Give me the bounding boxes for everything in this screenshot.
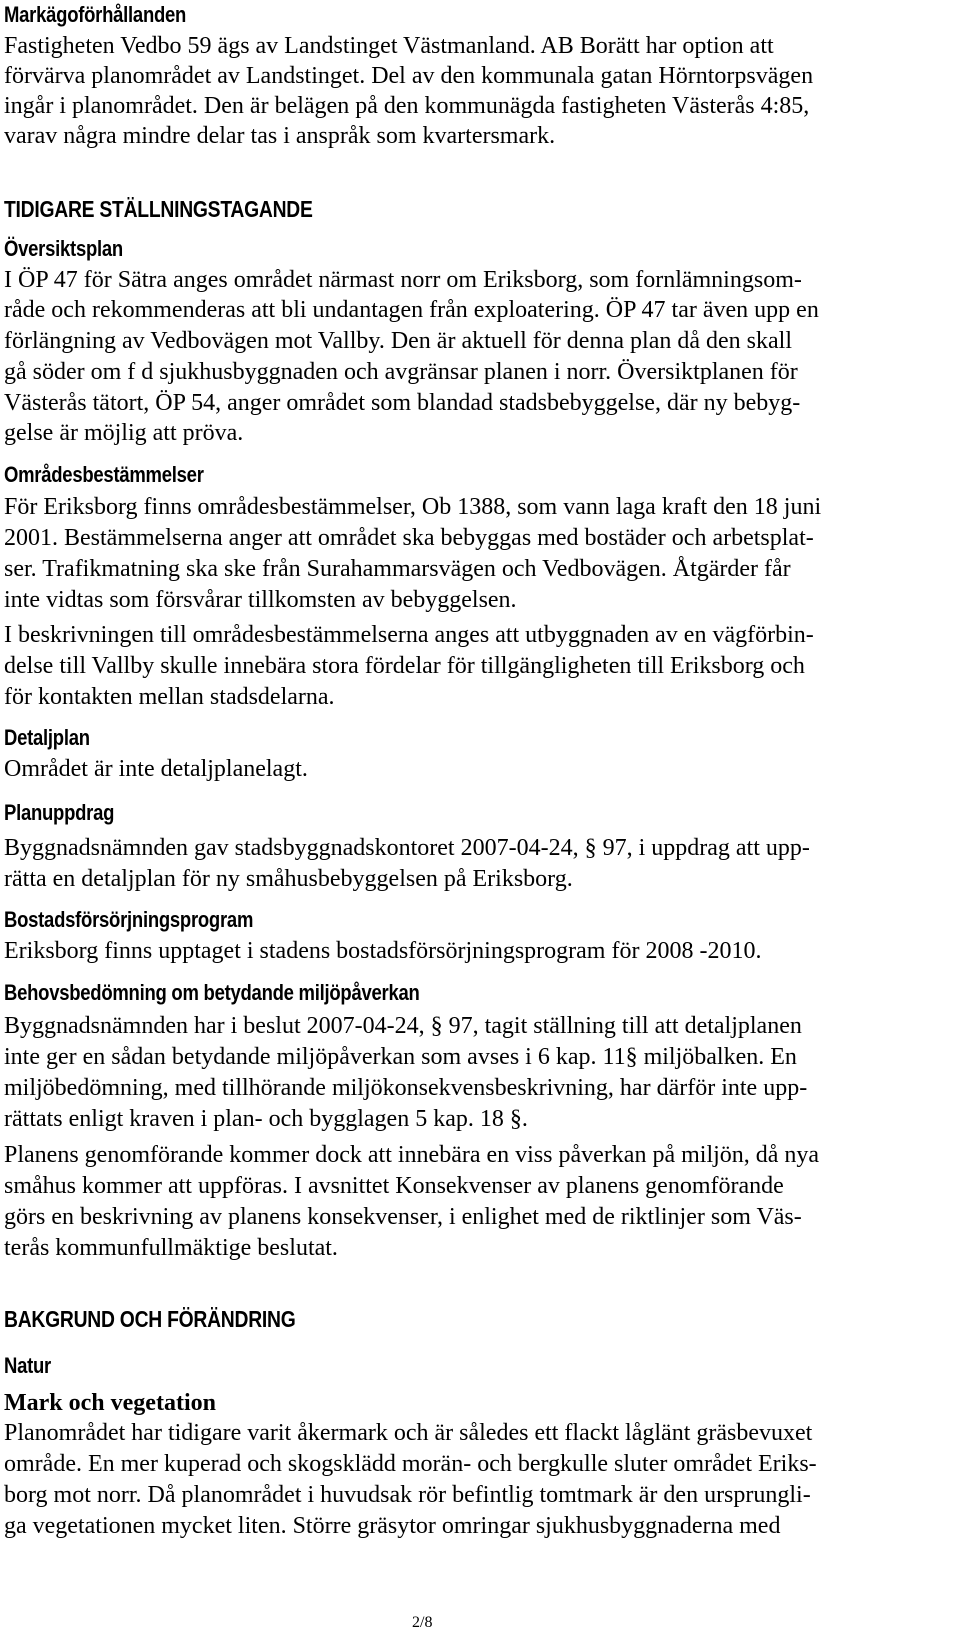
text-line: terås kommunfullmäktige beslutat.: [4, 1235, 338, 1261]
text-line: Byggnadsnämnden har i beslut 2007-04-24, § 97, tagit ställning till att detaljplanen: [4, 1013, 802, 1039]
text-line: varav några mindre delar tas i anspråk som kvartersmark.: [4, 123, 556, 149]
text-line: förvärva planområdet av Landstinget. Del av den kommunala gatan Hörntorpsvägen: [4, 63, 814, 89]
text-line: inte vidtas som försvårar tillkomsten av bebyggelsen.: [4, 587, 517, 613]
text-line: ser. Trafikmatning ska ske från Surahammarsvägen och Vedbovägen. Åtgärder får: [4, 556, 791, 582]
text-line: borg mot norr. Då planområdet i huvudsak rör befintlig tomtmark är den ursprungli-: [4, 1482, 811, 1508]
text-line: Området är inte detaljplanelagt.: [4, 756, 308, 782]
text-line: delse till Vallby skulle innebära stora fördelar för tillgängligheten till Eriksborg och: [4, 653, 805, 679]
text-line: Eriksborg finns upptaget i stadens bostadsförsörjningsprogram för 2008 -2010.: [4, 938, 762, 964]
heading-oversiktsplan: Översiktsplan: [4, 236, 123, 261]
text-line: råde och rekommenderas att bli undantagen från exploatering. ÖP 47 tar även upp en: [4, 297, 819, 323]
heading-behovsbedomning: Behovsbedömning om betydande miljöpåverkan: [4, 980, 420, 1005]
text-line: förlängning av Vedbovägen mot Vallby. Den är aktuell för denna plan då den skall: [4, 328, 793, 354]
heading-markagoforhallanden: Markägoförhållanden: [4, 2, 187, 27]
text-line: gå söder om f d sjukhusbyggnaden och avgränsar planen i norr. Översiktplanen för: [4, 359, 798, 385]
text-line: ingår i planområdet. Den är belägen på den kommunägda fastigheten Västerås 4:85,: [4, 93, 810, 119]
text-line: inte ger en sådan betydande miljöpåverkan som avses i 6 kap. 11§ miljöbalken. En: [4, 1044, 797, 1070]
text-line: görs en beskrivning av planens konsekvenser, i enlighet med de riktlinjer som Väs-: [4, 1204, 802, 1230]
page-number: 2/8: [412, 1614, 433, 1631]
heading-mark-och-vegetation: Mark och vegetation: [4, 1390, 216, 1416]
text-line: Fastigheten Vedbo 59 ägs av Landstinget Västmanland. AB Borätt har option att: [4, 33, 774, 59]
text-line: I ÖP 47 för Sätra anges området närmast norr om Eriksborg, som fornlämningsom-: [4, 267, 802, 293]
text-line: Planens genomförande kommer dock att innebära en viss påverkan på miljön, då nya: [4, 1142, 820, 1168]
text-line: I beskrivningen till områdesbestämmelserna anges att utbyggnaden av en vägförbin-: [4, 622, 814, 648]
text-line: miljöbedömning, med tillhörande miljökonsekvensbeskrivning, har därför inte upp-: [4, 1075, 808, 1101]
heading-bostadsforsorjningsprogram: Bostadsförsörjningsprogram: [4, 907, 254, 932]
text-line: område. En mer kuperad och skogsklädd morän- och bergkulle sluter området Eriks-: [4, 1451, 817, 1477]
text-line: gelse är möjlig att pröva.: [4, 420, 244, 446]
text-line: Västerås tätort, ÖP 54, anger området som blandad stadsbebyggelse, där ny bebyg-: [4, 390, 801, 416]
text-line: 2001. Bestämmelserna anger att området ska bebyggas med bostäder och arbetsplat-: [4, 525, 814, 551]
heading-omradesbestammelser: Områdesbestämmelser: [4, 462, 204, 487]
text-line: rättats enligt kraven i plan- och bygglagen 5 kap. 18 §.: [4, 1106, 528, 1132]
heading-natur: Natur: [4, 1353, 52, 1378]
text-line: ga vegetationen mycket liten. Större gräsytor omringar sjukhusbyggnaderna med: [4, 1513, 781, 1539]
text-line: rätta en detaljplan för ny småhusbebyggelsen på Eriksborg.: [4, 866, 573, 892]
text-line: för kontakten mellan stadsdelarna.: [4, 684, 335, 710]
heading-planuppdrag: Planuppdrag: [4, 800, 115, 825]
heading-bakgrund-och-forandring: BAKGRUND OCH FÖRÄNDRING: [4, 1306, 296, 1332]
text-line: Planområdet har tidigare varit åkermark och är således ett flackt låglänt gräsbevuxet: [4, 1420, 813, 1446]
heading-tidigare-stallningstagande: TIDIGARE STÄLLNINGSTAGANDE: [4, 196, 313, 222]
text-line: Byggnadsnämnden gav stadsbyggnadskontoret 2007-04-24, § 97, i uppdrag att upp-: [4, 835, 810, 861]
text-line: småhus kommer att uppföras. I avsnittet Konsekvenser av planens genomförande: [4, 1173, 784, 1199]
heading-detaljplan: Detaljplan: [4, 725, 90, 750]
text-line: För Eriksborg finns områdesbestämmelser, Ob 1388, som vann laga kraft den 18 juni: [4, 494, 822, 520]
